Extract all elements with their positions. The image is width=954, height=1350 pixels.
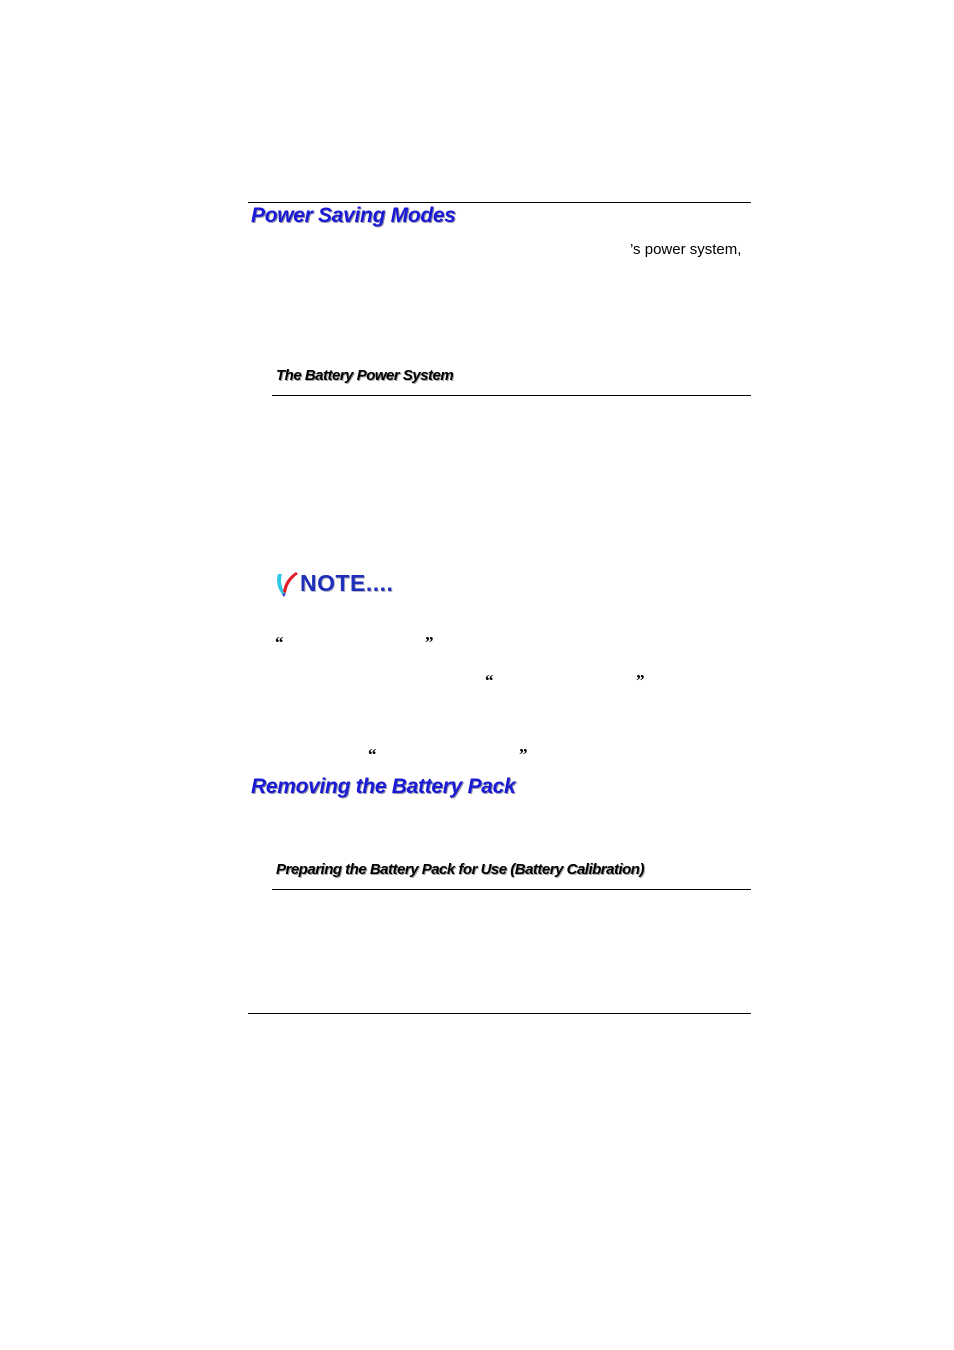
note-label: NOTE.... (300, 569, 394, 596)
open-quote: “ (275, 633, 284, 652)
subheading-rule (272, 395, 751, 396)
subheading-battery-power-system: The Battery Power System (276, 367, 454, 384)
subheading-rule (272, 889, 751, 890)
subheading-preparing-battery-pack: Preparing the Battery Pack for Use (Battery Calibration) (276, 861, 644, 878)
heading-power-saving-modes: Power Saving Modes (251, 204, 456, 227)
note-callout (274, 566, 393, 600)
open-quote: “ (485, 671, 494, 690)
power-system-text-fragment: ’s power system, (630, 241, 742, 258)
top-rule (248, 202, 751, 203)
close-quote: ” (636, 671, 645, 690)
note-pen-icon (274, 568, 300, 598)
heading-removing-battery-pack: Removing the Battery Pack (251, 775, 516, 798)
close-quote: ” (519, 745, 528, 764)
bottom-rule (248, 1013, 751, 1014)
close-quote: ” (425, 633, 434, 652)
open-quote: “ (368, 745, 377, 764)
